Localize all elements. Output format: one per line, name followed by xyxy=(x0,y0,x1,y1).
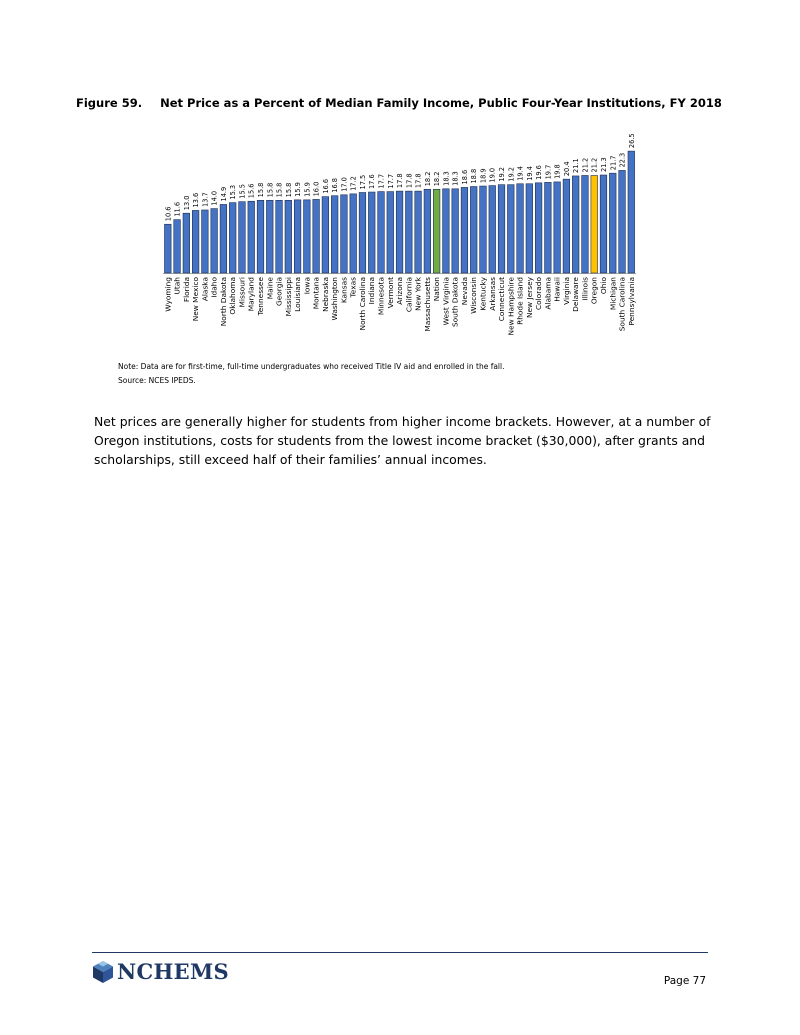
category-label: North Dakota xyxy=(218,277,228,327)
bar-oklahoma xyxy=(229,203,236,273)
data-label: 15.8 xyxy=(275,182,284,198)
data-label: 19.4 xyxy=(516,166,525,181)
category-label: Utah xyxy=(172,277,182,295)
data-label: 17.5 xyxy=(358,174,367,190)
category-label: South Dakota xyxy=(450,277,460,328)
data-label: 18.2 xyxy=(423,171,432,187)
category-label: Michigan xyxy=(608,277,618,311)
category-label: Alabama xyxy=(543,277,553,310)
bar-south-dakota xyxy=(452,189,459,273)
category-label: North Carolina xyxy=(357,277,367,331)
data-label: 15.9 xyxy=(294,182,303,197)
category-label: Louisiana xyxy=(293,277,303,312)
category-label: Texas xyxy=(348,277,358,298)
bar-indiana xyxy=(368,192,375,273)
category-label: Iowa xyxy=(302,277,312,295)
bar-texas xyxy=(350,194,357,273)
category-label: Nation xyxy=(432,277,442,302)
category-label: Florida xyxy=(181,277,191,303)
data-label: 17.8 xyxy=(414,173,423,189)
body-paragraph: Net prices are generally higher for students from higher income brackets. However, at a number of Oregon institutions, costs for students from the lowest income bracket ($30,000), after grants and scholarships, still exceed half of their families’ annual incomes. xyxy=(94,414,711,467)
bar-massachusetts xyxy=(424,189,431,273)
bar-california xyxy=(406,191,413,273)
category-label: Rhode Island xyxy=(515,277,525,325)
category-label: Kansas xyxy=(339,277,349,304)
bar-utah xyxy=(174,220,181,273)
category-label: Arkansas xyxy=(487,277,497,311)
category-label: Tennessee xyxy=(256,277,265,316)
figure-title-text: Net Price as a Percent of Median Family Income, Public Four-Year Institutions, FY 2018 xyxy=(160,96,722,110)
data-label: 15.8 xyxy=(284,182,293,198)
bar-tennessee xyxy=(257,200,264,273)
data-label: 21.1 xyxy=(572,158,581,173)
category-label: Minnesota xyxy=(376,277,386,316)
bar-nation xyxy=(433,189,440,273)
category-label: Wyoming xyxy=(163,277,173,312)
category-label: South Carolina xyxy=(617,277,627,332)
category-label: New Jersey xyxy=(524,277,534,319)
bar-maryland xyxy=(248,201,255,273)
data-label: 22.3 xyxy=(618,152,627,168)
bar-virginia xyxy=(563,179,570,273)
category-label: California xyxy=(404,277,414,313)
data-label: 16.6 xyxy=(321,178,330,194)
data-label: 19.4 xyxy=(525,166,534,181)
bar-wisconsin xyxy=(470,187,477,273)
data-label: 19.8 xyxy=(553,164,562,179)
category-label: Vermont xyxy=(385,277,395,309)
bar-alabama xyxy=(545,182,552,273)
data-label: 15.8 xyxy=(257,182,265,198)
bar-minnesota xyxy=(378,192,385,273)
category-label: Maryland xyxy=(246,277,256,312)
category-label: Hawaii xyxy=(552,277,562,302)
bar-vermont xyxy=(387,192,394,273)
data-label: 21.2 xyxy=(581,157,590,173)
category-label: Missouri xyxy=(237,277,247,308)
data-label: 15.6 xyxy=(247,183,256,199)
data-label: 14.0 xyxy=(210,190,219,206)
data-label: 19.2 xyxy=(507,166,516,182)
category-label: Maine xyxy=(265,277,275,300)
bar-nebraska xyxy=(322,197,329,273)
data-label: 17.6 xyxy=(368,174,377,190)
bar-new-york xyxy=(415,191,422,273)
data-label: 21.7 xyxy=(609,155,618,171)
category-label: Illinois xyxy=(580,277,590,301)
figure-number: Figure 59. xyxy=(76,96,143,110)
bar-wyoming xyxy=(165,224,172,273)
bar-new-hampshire xyxy=(507,185,514,273)
data-label: 13.6 xyxy=(192,192,201,208)
data-label: 17.8 xyxy=(405,173,414,189)
bar-kansas xyxy=(341,195,348,273)
category-label: Montana xyxy=(311,277,321,310)
data-label: 18.3 xyxy=(451,171,460,186)
category-label: Delaware xyxy=(571,277,581,312)
category-label: Nebraska xyxy=(320,277,330,312)
data-label: 15.3 xyxy=(229,184,238,200)
data-label: 18.9 xyxy=(479,168,488,184)
category-label: Alaska xyxy=(200,277,210,302)
data-label: 17.2 xyxy=(349,176,358,191)
bar-idaho xyxy=(211,209,218,273)
bar-kentucky xyxy=(480,186,487,273)
bar-ohio xyxy=(600,175,607,273)
bar-north-dakota xyxy=(220,204,227,273)
data-label: 26.5 xyxy=(627,133,636,149)
category-label: Connecticut xyxy=(497,277,507,322)
category-label: Indiana xyxy=(367,277,377,305)
category-label: Oklahoma xyxy=(228,277,238,315)
data-label: 15.5 xyxy=(238,184,247,199)
data-label: 17.8 xyxy=(396,173,405,189)
category-label: Washington xyxy=(330,277,340,321)
bar-arizona xyxy=(396,191,403,273)
bar-missouri xyxy=(239,202,246,273)
data-label: 13.7 xyxy=(201,192,210,207)
bar-alaska xyxy=(202,210,209,273)
bar-new-mexico xyxy=(192,210,199,273)
data-label: 17.7 xyxy=(386,173,395,189)
data-label: 21.2 xyxy=(590,157,599,173)
cube-icon xyxy=(92,960,114,984)
bar-north-carolina xyxy=(359,193,366,274)
data-label: 18.3 xyxy=(442,171,451,186)
nchems-logo xyxy=(92,959,229,984)
data-label: 16.0 xyxy=(312,181,321,197)
data-label: 10.6 xyxy=(164,206,173,222)
bar-rhode-island xyxy=(517,184,524,273)
bar-mississippi xyxy=(285,200,292,273)
bar-arkansas xyxy=(489,186,496,273)
category-label: Ohio xyxy=(598,277,608,295)
data-label: 19.0 xyxy=(488,167,497,183)
page-number: Page 77 xyxy=(663,975,706,987)
data-label: 15.9 xyxy=(303,182,312,197)
data-label: 13.0 xyxy=(182,195,191,211)
data-label: 21.3 xyxy=(599,157,608,173)
data-label: 19.6 xyxy=(535,165,544,180)
data-label: 15.8 xyxy=(266,182,275,198)
data-label: 19.7 xyxy=(544,164,553,180)
data-label: 17.7 xyxy=(377,173,386,189)
data-label: 11.6 xyxy=(173,201,182,217)
bar-iowa xyxy=(304,200,311,273)
bar-louisiana xyxy=(294,200,301,273)
bar-nevada xyxy=(461,187,468,273)
data-label: 18.2 xyxy=(433,171,442,187)
category-label: Virginia xyxy=(561,277,571,305)
data-label: 16.8 xyxy=(331,178,340,193)
category-label: Arizona xyxy=(395,277,405,305)
bar-colorado xyxy=(535,183,542,273)
category-label: Wisconsin xyxy=(469,276,479,314)
bar-washington xyxy=(331,196,338,273)
bar-chart xyxy=(0,0,800,360)
footer-divider xyxy=(92,952,708,953)
logo-text: NCHEMS xyxy=(117,959,229,984)
data-label: 18.8 xyxy=(470,168,479,184)
category-label: West Virginia xyxy=(441,277,451,326)
category-label: Pennsylvania xyxy=(626,277,636,326)
bar-west-virginia xyxy=(443,189,450,273)
data-label: 18.6 xyxy=(460,169,469,185)
bar-new-jersey xyxy=(526,184,533,273)
category-label: Idaho xyxy=(209,277,219,298)
category-label: New Hampshire xyxy=(506,277,516,336)
category-label: Mississippi xyxy=(283,277,293,317)
bar-hawaii xyxy=(554,182,561,273)
bar-oregon xyxy=(591,175,598,273)
bar-south-carolina xyxy=(619,170,626,273)
bar-maine xyxy=(266,200,273,273)
data-label: 20.4 xyxy=(562,161,571,177)
bar-montana xyxy=(313,199,320,273)
category-label: Oregon xyxy=(589,277,599,305)
data-label: 14.9 xyxy=(219,186,228,202)
bar-pennsylvania xyxy=(628,151,635,273)
data-label: 19.2 xyxy=(498,166,507,182)
category-label: New York xyxy=(413,277,423,311)
chart-source: Source: NCES IPEDS. xyxy=(118,376,196,385)
bar-georgia xyxy=(276,200,283,273)
category-label: Georgia xyxy=(274,277,284,306)
bar-florida xyxy=(183,213,190,273)
bar-michigan xyxy=(609,173,616,273)
category-label: Kentucky xyxy=(478,276,488,311)
category-label: New Mexico xyxy=(191,277,201,322)
data-label: 17.0 xyxy=(340,177,349,192)
category-label: Massachusetts xyxy=(422,277,432,332)
bar-illinois xyxy=(582,175,589,273)
chart-note: Note: Data are for first-time, full-time undergraduates who received Title IV aid and enrolled in the fall. xyxy=(118,362,505,371)
bar-delaware xyxy=(572,176,579,273)
bar-connecticut xyxy=(498,185,505,273)
category-label: Colorado xyxy=(534,277,544,311)
category-label: Nevada xyxy=(459,277,469,306)
